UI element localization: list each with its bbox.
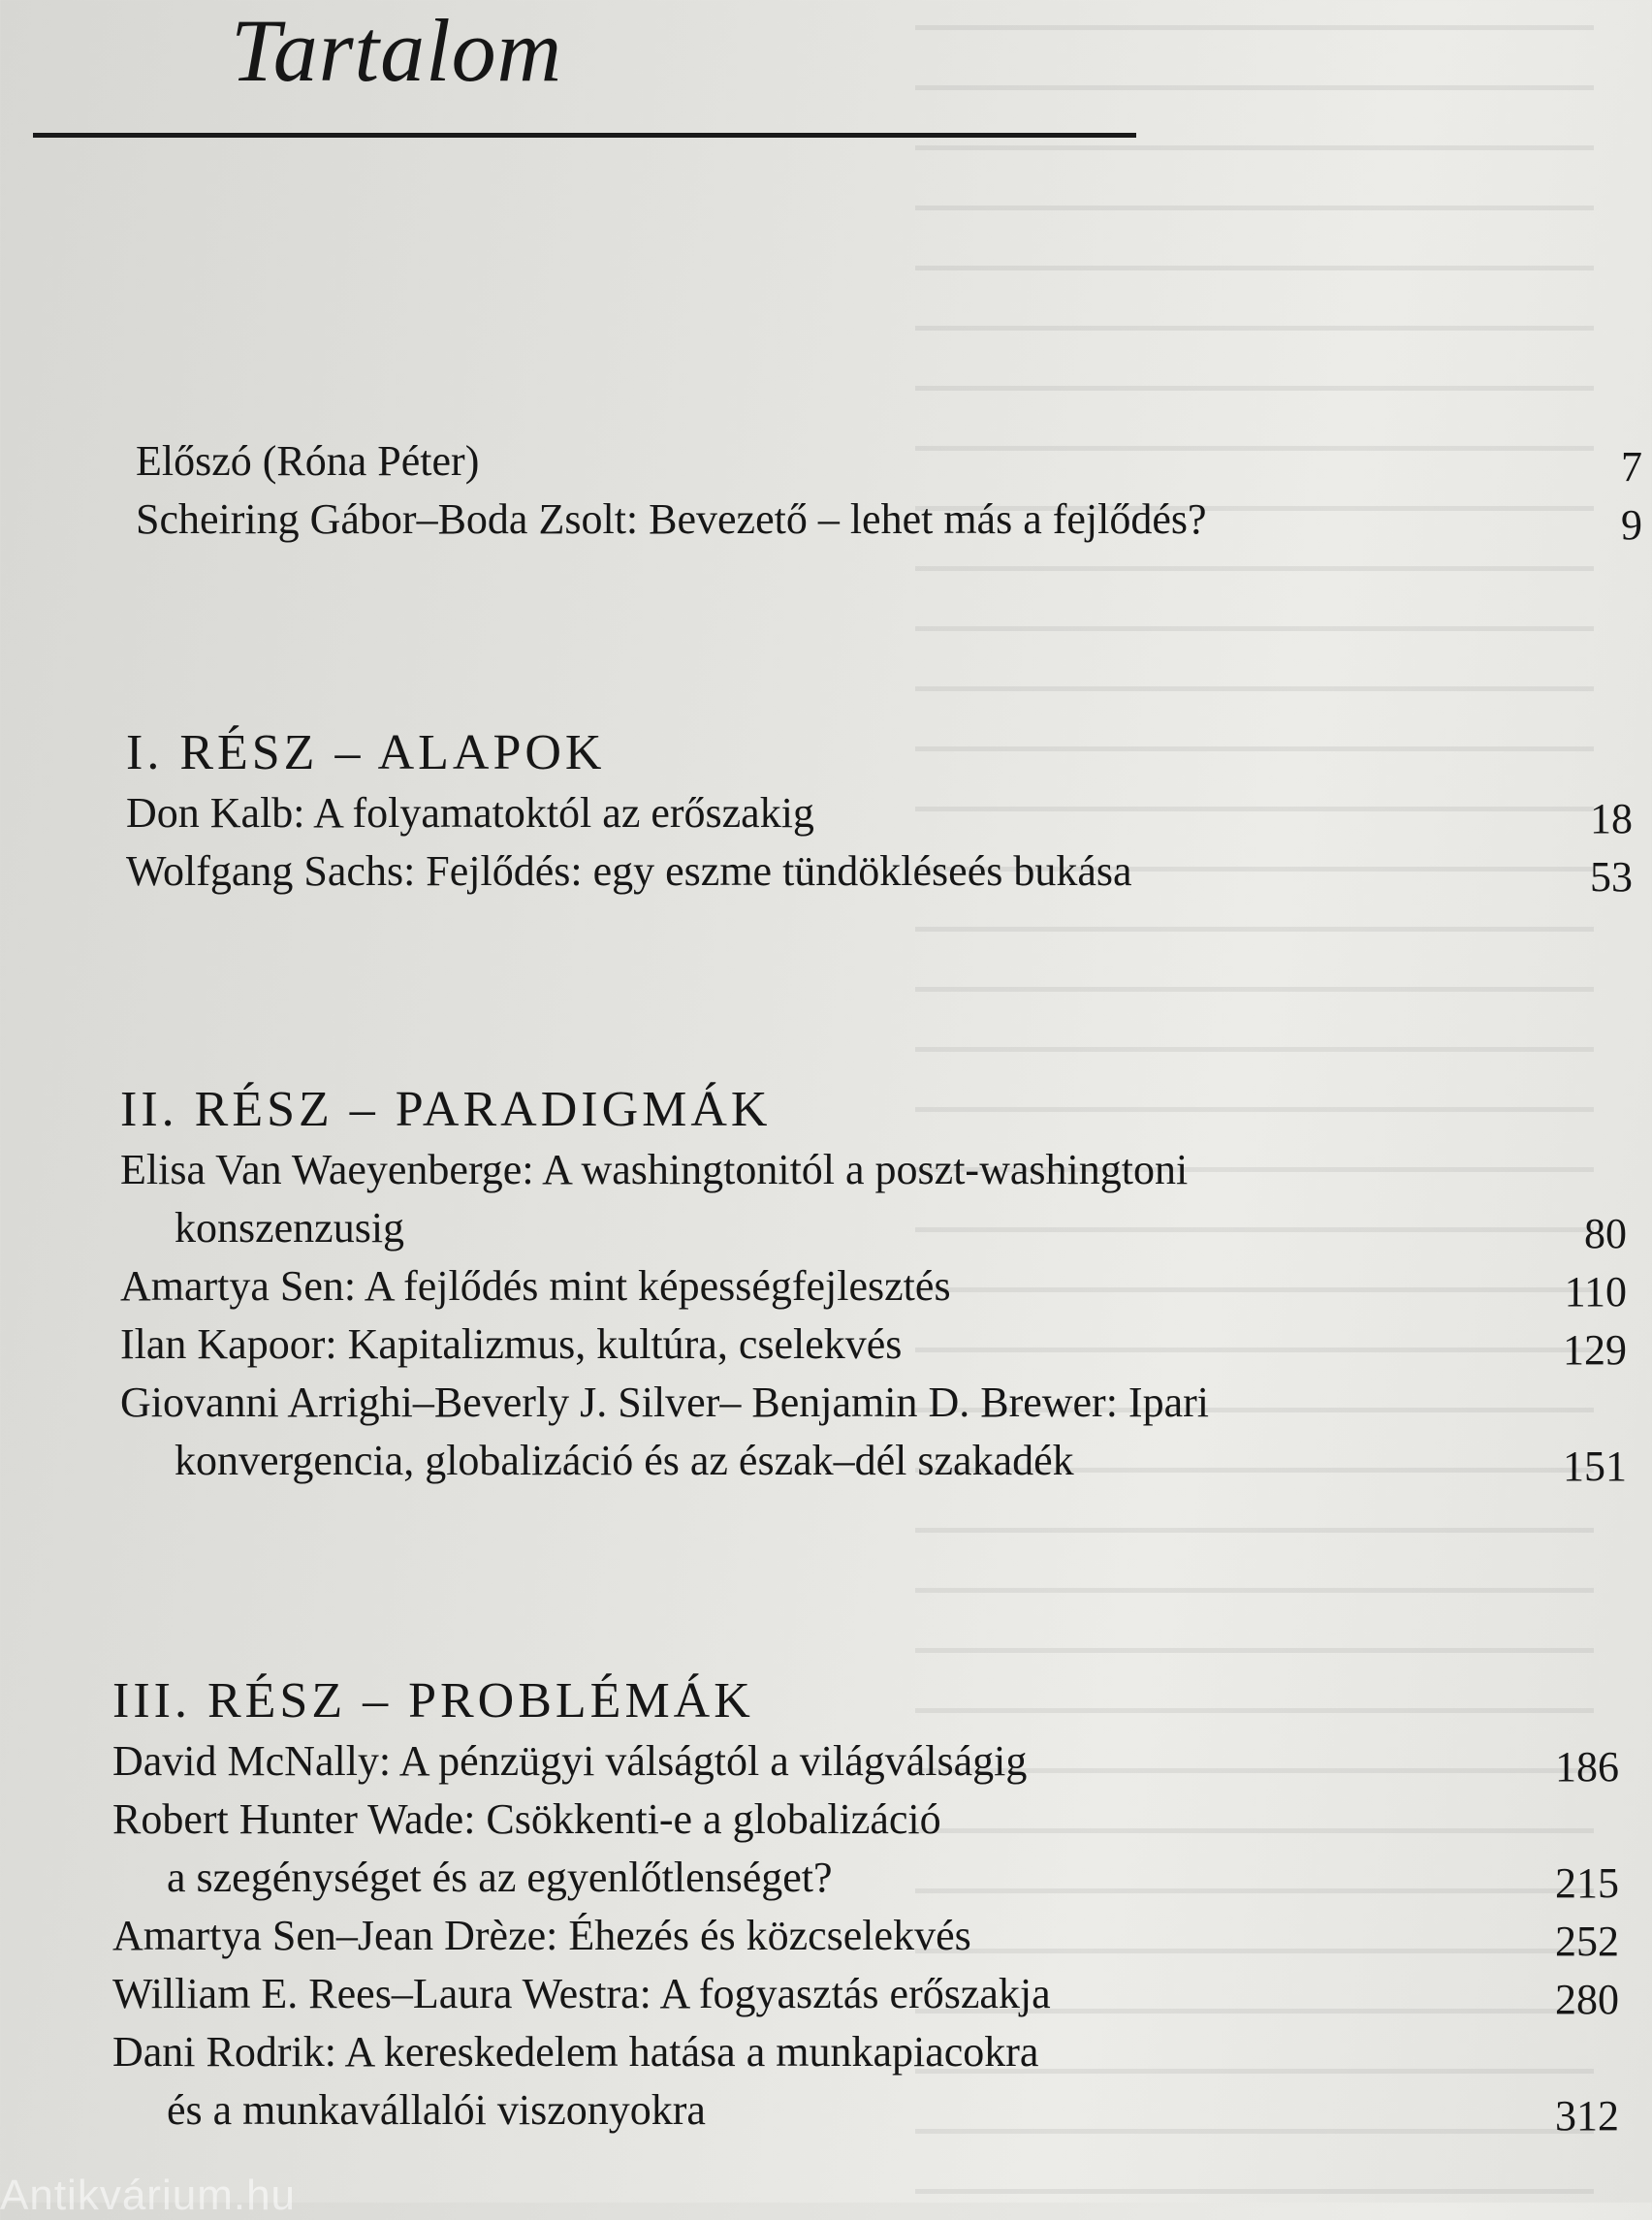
entry-title: Robert Hunter Wade: Csökkenti-e a globalizáció — [112, 1795, 941, 1843]
entry-page-number: 280 — [1555, 1976, 1619, 2023]
entry-page-number: 215 — [1555, 1859, 1619, 1907]
section-heading: II. RÉSZ – PARADIGMÁK — [120, 1082, 772, 1137]
section-heading: III. RÉSZ – PROBLÉMÁK — [112, 1673, 754, 1728]
entry-title: Amartya Sen: A fejlődés mint képességfejlesztés — [120, 1262, 951, 1310]
toc-entry[interactable] — [126, 784, 1652, 842]
entry-title: Scheiring Gábor–Boda Zsolt: Bevezető – lehet más a fejlődés? — [136, 495, 1207, 543]
section-problemak — [112, 1672, 1652, 2140]
section-heading: I. RÉSZ – ALAPOK — [126, 725, 606, 780]
entry-title: Ilan Kapoor: Kapitalizmus, kultúra, cselekvés — [120, 1320, 903, 1368]
entry-page-number: 129 — [1563, 1326, 1627, 1374]
toc-entry[interactable] — [112, 1791, 1652, 1907]
entry-title: William E. Rees–Laura Westra: A fogyasztás erőszakja — [112, 1970, 1051, 2017]
toc-entry[interactable] — [120, 1316, 1652, 1374]
entry-page-number: 80 — [1584, 1210, 1627, 1257]
entry-page-number: 151 — [1563, 1443, 1627, 1490]
toc-entry-introduction[interactable] — [136, 491, 1652, 549]
entry-page-number: 9 — [1621, 501, 1642, 549]
section-alapok — [126, 724, 1652, 901]
entry-title: Wolfgang Sachs: Fejlődés: egy eszme tündökléseés bukása — [126, 847, 1132, 895]
entry-page-number: 312 — [1555, 2092, 1619, 2140]
toc-entry[interactable] — [112, 1965, 1652, 2023]
entry-page-number: 7 — [1621, 443, 1642, 491]
toc-entry[interactable] — [112, 1732, 1652, 1791]
entry-title-continued: konszenzusig — [175, 1204, 405, 1252]
entry-title: Előszó (Róna Péter) — [136, 437, 480, 485]
toc-entry[interactable] — [112, 2023, 1652, 2140]
entry-page-number: 186 — [1555, 1743, 1619, 1791]
front-matter — [136, 432, 1652, 549]
section-paradigmak — [120, 1081, 1652, 1490]
entry-page-number: 110 — [1564, 1268, 1627, 1316]
toc-entry[interactable] — [120, 1257, 1652, 1316]
page-title: Tartalom — [231, 1, 563, 100]
entry-page-number: 18 — [1590, 795, 1633, 842]
entry-page-number: 53 — [1590, 853, 1633, 901]
entry-title: Don Kalb: A folyamatoktól az erőszakig — [126, 789, 814, 837]
entry-title-continued: a szegénységet és az egyenlőtlenséget? — [167, 1854, 833, 1901]
entry-page-number: 252 — [1555, 1918, 1619, 1965]
entry-title: Dani Rodrik: A kereskedelem hatása a munkapiacokra — [112, 2028, 1039, 2076]
entry-title: Giovanni Arrighi–Beverly J. Silver– Benjamin D. Brewer: Ipari — [120, 1379, 1209, 1426]
toc-entry[interactable] — [120, 1374, 1652, 1490]
toc-entry[interactable] — [126, 842, 1652, 901]
toc-entry-foreword[interactable] — [136, 432, 1652, 491]
entry-title-continued: konvergencia, globalizáció és az észak–dél szakadék — [175, 1437, 1074, 1484]
toc-entry[interactable] — [120, 1141, 1652, 1257]
entry-title: Elisa Van Waeyenberge: A washingtonitól a poszt-washingtoni — [120, 1146, 1189, 1193]
toc-entry[interactable] — [112, 1907, 1652, 1965]
watermark: Antikvárium.hu — [0, 2172, 297, 2219]
entry-title-continued: és a munkavállalói viszonyokra — [167, 2086, 706, 2134]
entry-title: Amartya Sen–Jean Drèze: Éhezés és közcselekvés — [112, 1912, 971, 1959]
entry-title: David McNally: A pénzügyi válságtól a világválságig — [112, 1737, 1028, 1785]
